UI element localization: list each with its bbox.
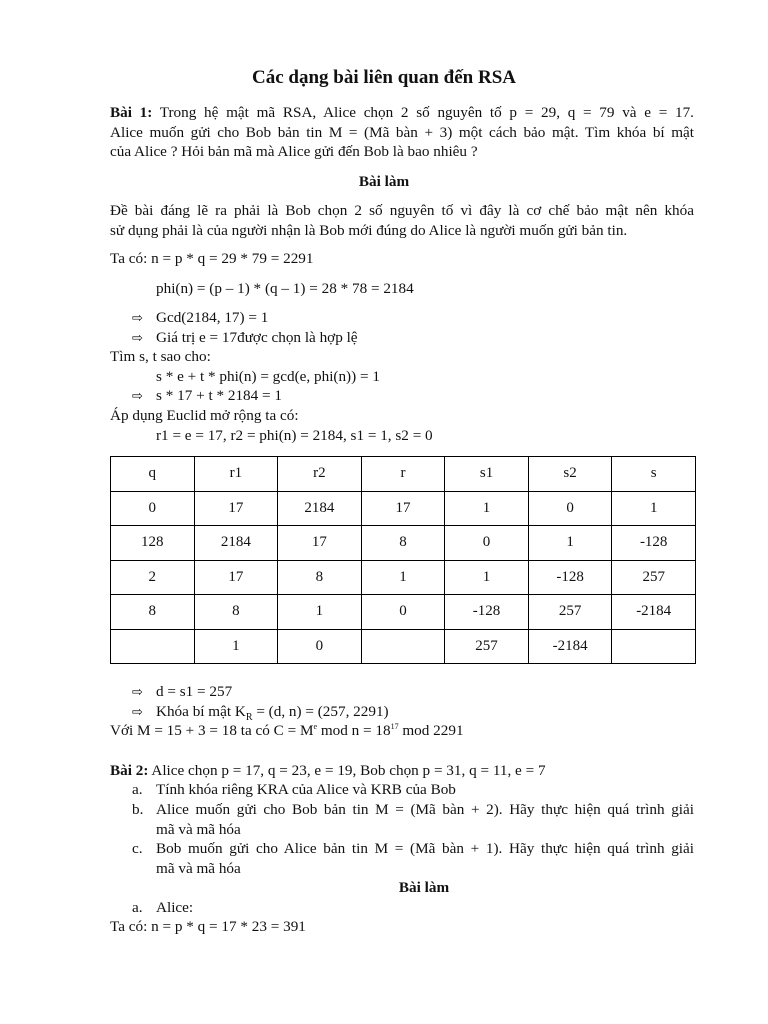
- table-cell: 1: [278, 595, 362, 630]
- bai2-item-b-line-2: mã và mã hóa: [156, 820, 241, 838]
- table-cell: [361, 629, 445, 664]
- table-cell: -2184: [528, 629, 612, 664]
- bai2-item-c-line-2: mã và mã hóa: [156, 859, 241, 877]
- key-subscript: R: [245, 712, 253, 724]
- right-arrow-icon: ⇨: [132, 331, 143, 346]
- bai1-eq2-item: [132, 386, 143, 407]
- bai1-d-item: [132, 682, 143, 703]
- table-cell: 1: [445, 560, 529, 595]
- table-cell: [111, 629, 195, 664]
- table-cell: 1: [612, 491, 696, 526]
- bai2-item-b-marker: b.: [132, 801, 144, 818]
- table-row: [111, 491, 696, 526]
- table-cell: 17: [194, 560, 278, 595]
- table-cell: 1: [528, 526, 612, 561]
- bai2-item-c-line-1: Bob muốn gửi cho Alice bản tin M = (Mã bàn + 1). Hãy thực hiện quá trình giải: [156, 840, 694, 857]
- bai1-key-item: [132, 702, 143, 723]
- bai1-problem-line-3: của Alice ? Hỏi bản mã mà Alice gửi đến Bob là bao nhiêu ?: [110, 143, 478, 160]
- bai2-item-b: [156, 800, 694, 839]
- bai1-note-line-2: sử dụng phải là của người nhận là Bob mới đúng do Alice là người muốn gửi bản tin.: [110, 221, 628, 239]
- table-cell: [612, 629, 696, 664]
- bai2-intro: [110, 761, 546, 781]
- table-cell: 2184: [278, 491, 362, 526]
- table-cell: -128: [445, 595, 529, 630]
- bai1-phi-line: phi(n) = (p – 1) * (q – 1) = 28 * 78 = 2184: [156, 280, 414, 297]
- table-cell: 128: [111, 526, 195, 561]
- bai1-problem: [110, 103, 694, 162]
- bai1-gcd-line: Gcd(2184, 17) = 1: [156, 309, 269, 326]
- bai1-valid-item: [132, 328, 143, 349]
- bai1-eq1: s * e + t * phi(n) = gcd(e, phi(n)) = 1: [156, 368, 380, 385]
- table-cell: 257: [612, 560, 696, 595]
- bai2-sol-a-label: Alice:: [156, 899, 194, 916]
- bai1-cipher-line: [110, 721, 464, 741]
- bai1-note: [110, 201, 694, 240]
- bai1-d-line: d = s1 = 257: [156, 683, 233, 700]
- table-header-cell: r: [361, 457, 445, 492]
- bai1-euclid-intro: Áp dụng Euclid mở rộng ta có:: [110, 407, 299, 424]
- bai1-label: Bài 1:: [110, 104, 153, 121]
- right-arrow-icon: ⇨: [132, 685, 143, 700]
- table-row: [111, 595, 696, 630]
- bai2-item-a-text: Tính khóa riêng KRA của Alice và KRB của Bob: [156, 781, 456, 798]
- table-cell: -2184: [612, 595, 696, 630]
- table-cell: 0: [278, 629, 362, 664]
- bai1-find-st: Tìm s, t sao cho:: [110, 348, 211, 365]
- bai1-key-line: [156, 702, 389, 722]
- key-suffix: = (d, n) = (257, 2291): [252, 703, 389, 720]
- table-cell: 17: [361, 491, 445, 526]
- table-header-cell: s: [612, 457, 696, 492]
- bai1-valid-line: Giá trị e = 17được chọn là hợp lệ: [156, 329, 358, 346]
- bai2-n-line: Ta có: n = p * q = 17 * 23 = 391: [110, 918, 306, 935]
- bai2-item-c: [156, 839, 694, 878]
- bai1-euclid-init: r1 = e = 17, r2 = phi(n) = 2184, s1 = 1, s2 = 0: [156, 427, 433, 444]
- key-prefix: Khóa bí mật K: [156, 703, 246, 720]
- cipher-exponent-e: e: [313, 721, 318, 731]
- table-cell: -128: [612, 526, 696, 561]
- bai1-problem-line-2: Alice muốn gửi cho Bob bản tin M = (Mã bàn + 3) một cách bảo mật. Tìm khóa bí mật: [110, 123, 694, 141]
- bai1-eq2: s * 17 + t * 2184 = 1: [156, 387, 282, 404]
- bai2-item-c-marker: c.: [132, 840, 143, 857]
- table-cell: 0: [528, 491, 612, 526]
- table-cell: 0: [111, 491, 195, 526]
- bai1-problem-line-1: Trong hệ mật mã RSA, Alice chọn 2 số nguyên tố p = 29, q = 79 và e = 17.: [152, 104, 694, 121]
- bai2-item-a-marker: a.: [132, 781, 143, 798]
- table-cell: 8: [278, 560, 362, 595]
- table-cell: 17: [278, 526, 362, 561]
- table-cell: 2: [111, 560, 195, 595]
- table-cell: 1: [445, 491, 529, 526]
- bai1-solution-heading: Bài làm: [358, 173, 410, 190]
- bai2-label: Bài 2:: [110, 762, 149, 779]
- page-title: Các dạng bài liên quan đến RSA: [252, 67, 516, 88]
- cipher-mid: mod n = 18: [317, 722, 391, 739]
- bai2-solution-heading: Bài làm: [398, 879, 450, 896]
- right-arrow-icon: ⇨: [132, 389, 143, 404]
- table-header-cell: r1: [194, 457, 278, 492]
- table-header-cell: r2: [278, 457, 362, 492]
- bai1-gcd-item: [132, 308, 143, 329]
- table-cell: 257: [528, 595, 612, 630]
- right-arrow-icon: ⇨: [132, 705, 143, 720]
- table-row: [111, 629, 696, 664]
- table-header-cell: s2: [528, 457, 612, 492]
- table-cell: -128: [528, 560, 612, 595]
- table-cell: 0: [445, 526, 529, 561]
- table-header-cell: q: [111, 457, 195, 492]
- table-cell: 8: [111, 595, 195, 630]
- euclid-table: [110, 456, 696, 664]
- table-cell: 2184: [194, 526, 278, 561]
- bai1-n-line: Ta có: n = p * q = 29 * 79 = 2291: [110, 250, 314, 267]
- table-cell: 17: [194, 491, 278, 526]
- table-cell: 0: [361, 595, 445, 630]
- table-cell: 257: [445, 629, 529, 664]
- table-row: [111, 526, 696, 561]
- table-cell: 1: [194, 629, 278, 664]
- bai2-intro-text: Alice chọn p = 17, q = 23, e = 19, Bob chọn p = 31, q = 11, e = 7: [148, 762, 546, 779]
- table-header-row: [111, 457, 696, 492]
- table-row: [111, 560, 696, 595]
- bai2-sol-a-marker: a.: [132, 899, 143, 916]
- bai1-note-line-1: Đề bài đáng lẽ ra phải là Bob chọn 2 số nguyên tố vì đây là cơ chế bảo mật nên khóa: [110, 202, 694, 219]
- bai2-item-b-line-1: Alice muốn gửi cho Bob bản tin M = (Mã bàn + 2). Hãy thực hiện quá trình giải: [156, 801, 694, 818]
- cipher-exponent-17: 17: [390, 721, 399, 731]
- table-cell: 8: [361, 526, 445, 561]
- table-header-cell: s1: [445, 457, 529, 492]
- table-cell: 8: [194, 595, 278, 630]
- cipher-prefix: Với M = 15 + 3 = 18 ta có C = M: [110, 722, 314, 739]
- right-arrow-icon: ⇨: [132, 311, 143, 326]
- table-cell: 1: [361, 560, 445, 595]
- cipher-suffix: mod 2291: [398, 722, 464, 739]
